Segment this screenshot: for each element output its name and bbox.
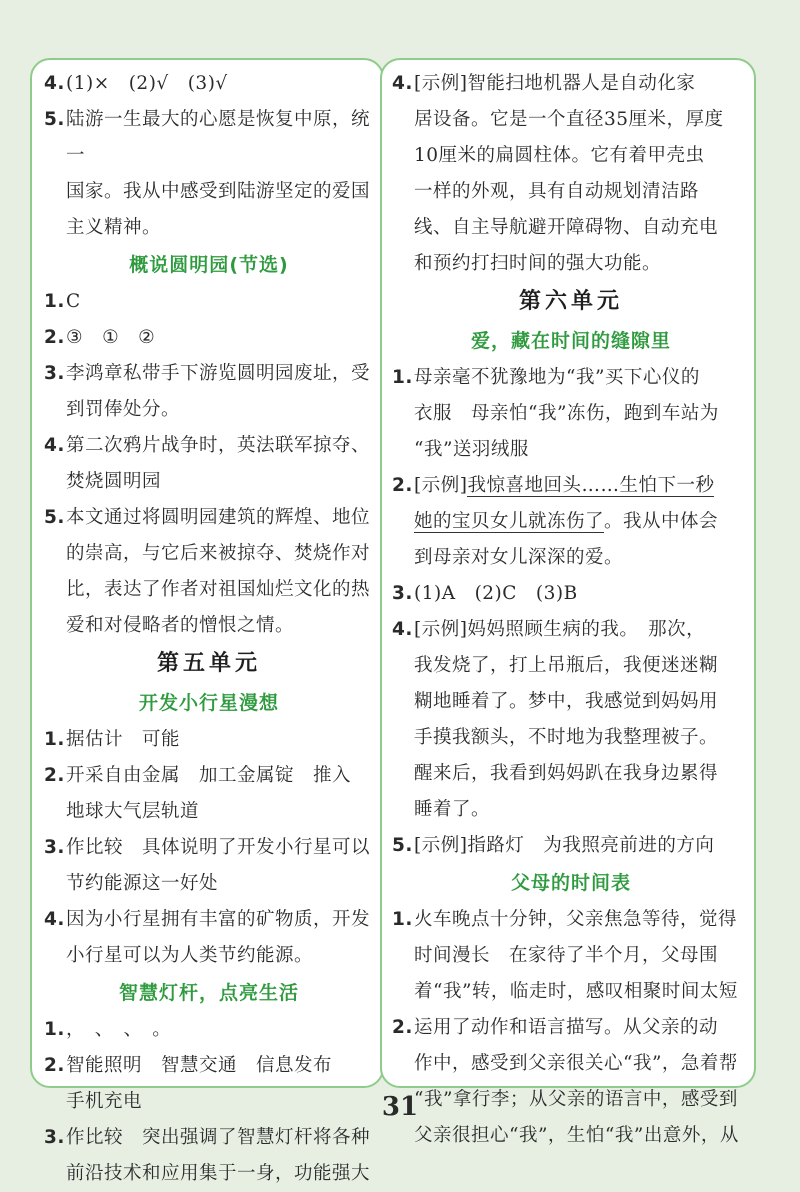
question-text — [414, 360, 750, 468]
question-number: 4. — [392, 619, 413, 640]
question-item — [44, 320, 374, 356]
question-text — [414, 1010, 750, 1154]
answer-line: 火车晚点十分钟，父亲焦急等待，觉得 — [414, 909, 738, 930]
answer-line: 作中，感受到父亲很关心“我”，急着帮 — [414, 1053, 738, 1074]
answer-line: 到母亲对女儿深深的爱。 — [414, 547, 624, 568]
answer-line: 因为小行星拥有丰富的矿物质，开发 — [66, 909, 371, 930]
question-item — [44, 66, 374, 102]
answer-line: 比，表达了作者对祖国灿烂文化的热 — [66, 579, 371, 600]
question-number: 2. — [392, 475, 413, 496]
question-item — [44, 284, 374, 320]
answer-line: 一样的外观，具有自动规划清洁路 — [414, 181, 700, 202]
answer-line: (1)× (2)√ (3)√ — [66, 73, 228, 94]
unit-heading-6: 第六单元 — [518, 289, 623, 314]
question-text — [66, 1120, 374, 1192]
question-text — [66, 758, 374, 830]
question-item — [392, 828, 750, 864]
question-text — [66, 356, 374, 428]
question-text — [66, 102, 374, 246]
question-number: 2. — [44, 1055, 65, 1076]
left-column-panel — [30, 58, 384, 1184]
question-number: 5. — [44, 507, 65, 528]
answer-line: 作比较 突出强调了智慧灯杆将各种 — [66, 1127, 371, 1148]
answer-line: 前沿技术和应用集于一身，功能强大 — [66, 1163, 371, 1184]
answer-line: “我”拿行李；从父亲的语言中，感受到 — [414, 1089, 738, 1110]
question-number: 3. — [44, 363, 65, 384]
left-column — [32, 60, 382, 1192]
answer-line: 醒来后，我看到妈妈趴在我身边累得 — [414, 763, 719, 784]
question-item — [44, 1012, 374, 1048]
question-text — [66, 500, 374, 644]
question-number: 4. — [44, 435, 65, 456]
section-title-smart-lamp: 智慧灯杆，点亮生活 — [118, 982, 299, 1004]
answer-line: 节约能源这一好处 — [66, 873, 219, 894]
section-title-parents-timetable: 父母的时间表 — [510, 872, 631, 894]
answer-line: “我”送羽绒服 — [414, 439, 529, 460]
answer-line: 焚烧圆明园 — [66, 471, 162, 492]
question-number: 1. — [392, 367, 413, 388]
answer-line: 线、自主导航避开障碍物、自动充电 — [414, 217, 719, 238]
answer-line: 主义精神。 — [66, 217, 162, 238]
section-title-asteroid: 开发小行星漫想 — [138, 692, 279, 714]
question-text — [414, 902, 750, 1010]
answer-line: ③ ① ② — [66, 327, 156, 348]
answer-line: C — [66, 291, 81, 312]
question-text — [66, 902, 374, 974]
question-number: 3. — [44, 1127, 65, 1148]
question-item-underlined — [392, 468, 750, 576]
answer-line: 作比较 具体说明了开发小行星可以 — [66, 837, 371, 858]
answer-line: 第二次鸦片战争时，英法联军掠夺、 — [66, 435, 371, 456]
answer-line: 睡着了。 — [414, 799, 491, 820]
answer-line: 和预约打扫时间的强大功能。 — [414, 253, 662, 274]
question-number: 1. — [44, 729, 65, 750]
question-text — [66, 830, 374, 902]
question-item — [392, 1010, 750, 1154]
question-item — [44, 722, 374, 758]
question-item — [392, 902, 750, 1010]
question-number: 2. — [392, 1017, 413, 1038]
question-text — [66, 284, 374, 320]
question-item — [392, 360, 750, 468]
answer-line: 糊地睡着了。梦中，我感觉到妈妈用 — [414, 691, 719, 712]
question-number: 5. — [44, 109, 65, 130]
question-number: 2. — [44, 327, 65, 348]
answer-line: 父亲很担心“我”，生怕“我”出意外，从 — [414, 1125, 739, 1146]
question-text — [66, 1012, 374, 1048]
answer-line: 时间漫长 在家待了半个月，父母围 — [414, 945, 719, 966]
question-number: 4. — [44, 909, 65, 930]
question-item — [44, 356, 374, 428]
question-text — [414, 66, 750, 282]
answer-line: 据估计 可能 — [66, 729, 181, 750]
answer-line: 手机充电 — [66, 1091, 143, 1112]
question-number: 1. — [44, 1019, 65, 1040]
answer-line: 衣服 母亲怕“我”冻伤，跑到车站为 — [414, 403, 719, 424]
answer-line: ， 、 、 。 — [66, 1019, 172, 1040]
answer-line: [示例]指路灯 为我照亮前进的方向 — [414, 835, 715, 856]
answer-line: 本文通过将圆明园建筑的辉煌、地位 — [66, 507, 371, 528]
question-item — [44, 1120, 374, 1192]
question-item — [44, 758, 374, 830]
question-number: 1. — [44, 291, 65, 312]
right-column-panel — [380, 58, 756, 1146]
underlined-quote: 她的宝贝女儿就冻伤了 — [414, 511, 605, 532]
answer-line: 10厘米的扁圆柱体。它有着甲壳虫 — [414, 145, 705, 166]
answer-line: 我发烧了，打上吊瓶后，我便迷迷糊 — [414, 655, 719, 676]
section-title-yuanmingyuan: 概说圆明园(节选) — [129, 254, 289, 276]
answer-line: 陆游一生最大的心愿是恢复中原，统一 — [66, 109, 371, 166]
answer-line: [示例]妈妈照顾生病的我。 那次， — [414, 619, 706, 640]
page-number: 31 — [381, 1092, 419, 1122]
question-item — [44, 830, 374, 902]
question-text — [66, 320, 374, 356]
answer-line: 母亲毫不犹豫地为“我”买下心仪的 — [414, 367, 700, 388]
question-number: 2. — [44, 765, 65, 786]
answer-line: 手摸我额头，不时地为我整理被子。 — [414, 727, 719, 748]
answer-line: [示例]我惊喜地回头……生怕下一秒 — [414, 475, 715, 496]
answer-line: 运用了动作和语言描写。从父亲的动 — [414, 1017, 719, 1038]
underlined-quote: 我惊喜地回头……生怕下一秒 — [467, 475, 715, 496]
question-text — [414, 576, 750, 612]
answer-line: 开采自由金属 加工金属锭 推入 — [66, 765, 352, 786]
answer-line: 居设备。它是一个直径35厘米，厚度 — [414, 109, 724, 130]
question-item — [44, 500, 374, 644]
question-item — [44, 428, 374, 500]
question-item — [44, 902, 374, 974]
question-number: 4. — [392, 73, 413, 94]
answer-line: 的崇高，与它后来被掠夺、焚烧作对 — [66, 543, 371, 564]
question-item — [392, 612, 750, 828]
answer-line: 到罚俸处分。 — [66, 399, 181, 420]
question-text — [66, 66, 374, 102]
answer-line: 她的宝贝女儿就冻伤了。我从中体会 — [414, 511, 719, 532]
question-text — [66, 722, 374, 758]
question-number: 3. — [44, 837, 65, 858]
answer-line: 小行星可以为人类节约能源。 — [66, 945, 314, 966]
answer-line: [示例]智能扫地机器人是自动化家 — [414, 73, 696, 94]
right-column — [382, 60, 754, 1154]
unit-heading-5: 第五单元 — [156, 651, 261, 676]
answer-line: 爱和对侵略者的憎恨之情。 — [66, 615, 295, 636]
question-item — [44, 102, 374, 246]
question-item — [392, 66, 750, 282]
question-text — [66, 428, 374, 500]
question-text — [414, 828, 750, 864]
question-text — [414, 612, 750, 828]
answer-line: (1)A (2)C (3)B — [414, 583, 578, 604]
answer-line: 李鸿章私带手下游览圆明园废址，受 — [66, 363, 371, 384]
answer-line: 智能照明 智慧交通 信息发布 — [66, 1055, 333, 1076]
answer-line: 地球大气层轨道 — [66, 801, 200, 822]
question-item — [392, 576, 750, 612]
question-number: 1. — [392, 909, 413, 930]
question-number: 4. — [44, 73, 65, 94]
section-title-love-time: 爱，藏在时间的缝隙里 — [470, 330, 671, 352]
question-number: 3. — [392, 583, 413, 604]
question-text — [414, 468, 750, 576]
answer-line: 国家。我从中感受到陆游坚定的爱国 — [66, 181, 371, 202]
answer-line: 着“我”转，临走时，感叹相聚时间太短 — [414, 981, 738, 1002]
question-number: 5. — [392, 835, 413, 856]
